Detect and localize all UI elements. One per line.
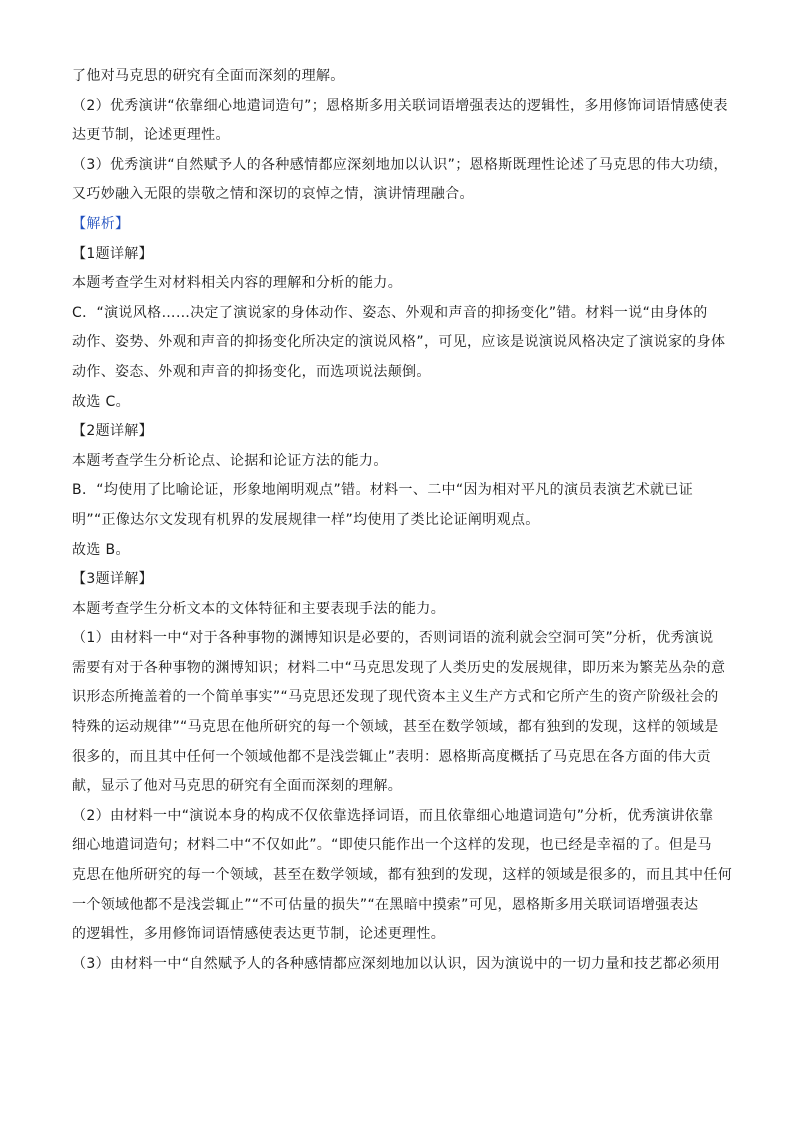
section-heading: 【1题详解】 xyxy=(72,245,154,262)
text-line: B．“均使用了比喻论证，形象地阐明观点”错。材料一、二中“因为相对平凡的演员表演艺术就已证 xyxy=(72,482,694,499)
text-line: 很多的，而且其中任何一个领域他都不是浅尝辄止”表明：恩格斯高度概括了马克思在各方面的伟大贡 xyxy=(72,748,711,765)
text-line: 达更节制，论述更理性。 xyxy=(72,127,230,144)
text-line: （2）由材料一中“演说本身的构成不仅依靠选择词语，而且依靠细心地遣词造句”分析，优秀演讲依靠 xyxy=(72,807,714,824)
text-line: 本题考查学生分析文本的文体特征和主要表现手法的能力。 xyxy=(72,600,446,617)
text-line: 了他对马克思的研究有全面而深刻的理解。 xyxy=(72,68,345,84)
text-line: 明”“正像达尔文发现有机界的发展规律一样”均使用了类比论证阐明观点。 xyxy=(72,511,540,528)
text-line: 特殊的运动规律”“马克思在他所研究的每一个领域，甚至在数学领域，都有独到的发现，这样的领域是 xyxy=(72,719,719,736)
text-line: 动作、姿势、外观和声音的抑扬变化所决定的演说风格”，可见，应该是说演说风格决定了演说家的身体 xyxy=(72,334,726,351)
text-line: 一个领域他都不是浅尝辄止”“不可估量的损失”“在黑暗中摸索”可见，恩格斯多用关联词语增强表达 xyxy=(72,896,699,913)
text-line: 识形态所掩盖着的一个简单事实”“马克思还发现了现代资本主义生产方式和它所产生的资产阶级社会的 xyxy=(72,689,719,706)
text-line: 本题考查学生分析论点、论据和论证方法的能力。 xyxy=(72,452,388,469)
text-line: 克思在他所研究的每一个领域，甚至在数学领域，都有独到的发现，这样的领域是很多的，而且其中任何 xyxy=(72,867,733,884)
section-heading: 【3题详解】 xyxy=(72,571,154,588)
document-page xyxy=(72,62,733,979)
text-line: C．“演说风格……决定了演说家的身体动作、姿态、外观和声音的抑扬变化”错。材料一说“由身体的 xyxy=(72,304,708,321)
analysis-heading: 【解析】 xyxy=(72,215,130,232)
text-line: 的逻辑性，多用修饰词语情感使表达更节制，论述更理性。 xyxy=(72,926,446,943)
text-line: （2）优秀演讲“依靠细心地遣词造句”；恩格斯多用关联词语增强表达的逻辑性，多用修饰词语情感使表 xyxy=(72,97,728,114)
text-line: 动作、姿态、外观和声音的抑扬变化，而选项说法颠倒。 xyxy=(72,363,431,380)
text-line: 又巧妙融入无限的崇敬之情和深切的哀悼之情，演讲情理融合。 xyxy=(72,186,474,203)
text-line: 需要有对于各种事物的渊博知识；材料二中“马克思发现了人类历史的发展规律，即历来为繁芜丛杂的意 xyxy=(72,659,726,676)
text-line: （1）由材料一中“对于各种事物的渊博知识是必要的，否则词语的流利就会空洞可笑”分析，优秀演说 xyxy=(72,630,714,647)
text-line: （3）优秀演讲“自然赋予人的各种感情都应深刻地加以认识”；恩格斯既理性论述了马克思的伟大功绩， xyxy=(72,156,728,173)
text-line: （3）由材料一中“自然赋予人的各种感情都应深刻地加以认识，因为演说中的一切力量和技艺都必须用 xyxy=(72,955,721,972)
text-line: 细心地遣词造句；材料二中“不仅如此”。“即使只能作出一个这样的发现，也已经是幸福的了。但是马 xyxy=(72,837,712,854)
text-line: 献，显示了他对马克思的研究有全面而深刻的理解。 xyxy=(72,778,403,795)
section-heading: 【2题详解】 xyxy=(72,423,154,440)
text-line: 本题考查学生对材料相关内容的理解和分析的能力。 xyxy=(72,275,403,292)
answer-line: 故选 B。 xyxy=(72,541,130,558)
answer-line: 故选 C。 xyxy=(72,393,130,410)
